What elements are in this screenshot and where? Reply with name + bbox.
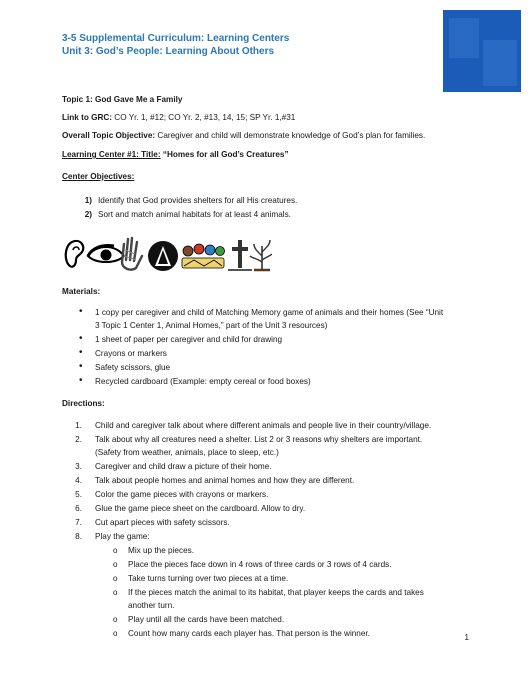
document-header bbox=[62, 32, 289, 58]
grc-link-text: CO Yr. 1, #12; CO Yr. 2, #13, 14, 15; SP Yr. 1,#31 bbox=[112, 113, 296, 122]
topic-objective-text: Caregiver and child will demonstrate knowledge of God’s plan for families. bbox=[155, 131, 426, 140]
center-title-label: Learning Center #1: Title: bbox=[62, 150, 161, 159]
center-title-line bbox=[62, 149, 289, 161]
document-page: 3-5 Supplemental Curriculum: Learning Centers Unit 3: God’s People: Learning About Others Topic 1: God Gave Me a Family Link to GRC: CO Yr. 1, #12; CO Yr. 2, #13, 14, 15; SP Yr. 1,#31 Overall Topic Objective: Caregiver and child will demonstrate knowledge of God’s plan for families. Learning Center #1: Title: “Homes for all God’s Creatures” Center Objectives: 1) Identify that God provides shelters for all His creatures. 2) Sort and match animal habitats for at least 4 animals. Materials: • 1 copy per caregiver and child of Matching Memory game of animals and their homes (See “Unit 3 Topic 1 Center 1, Animal Homes,” part of the Unit 3 resources) • 1 sheet of paper per caregiver and child for drawing • Crayons or markers • Safety scissors, glue • Recycled cardboard (Example: empty cereal or food boxes) Directions: 1. Child and caregiver talk about where different animals and people live in their country/village. 2. Talk about why all creatures need a shelter. List 2 or 3 reasons why shelters are important. (Safety from weather, animals, place to sleep, etc.) 3. Caregiver and child draw a picture of their home. 4. Talk about people homes and animal homes and how they are different. 5. Color the game pieces with crayons or markers. 6. Glue the game piece sheet on the cardboard. Allow to dry. 7. Cut apart pieces with safety scissors. 8. Play the game: o Mix up the pieces. o Place the pieces face down in 4 rows of three cards or 3 rows of 4 cards. o Take turns turning over two pieces at a time. o If the pieces match the animal to its habitat, that player keeps the cards and takes another turn. o Play until all the cards have been matched. o Count how many cards each player has. That person is the winner. 1 bbox=[0, 0, 532, 688]
topic-title: Topic 1: God Gave Me a Family bbox=[62, 95, 183, 104]
topic-objective-label: Overall Topic Objective: bbox=[62, 131, 156, 140]
page-number: 1 bbox=[464, 633, 469, 642]
center-title-text: “Homes for all God’s Creatures” bbox=[160, 150, 289, 159]
ear-icon bbox=[66, 241, 84, 267]
directions-heading: Directions: bbox=[62, 399, 105, 408]
eye-icon bbox=[88, 245, 124, 262]
hand-icon bbox=[122, 238, 142, 270]
decorative-blue-block bbox=[443, 10, 521, 92]
learning-style-icons bbox=[62, 236, 272, 274]
header-line-2: Unit 3: God’s People: Learning About Others bbox=[62, 46, 275, 57]
materials-heading: Materials: bbox=[62, 287, 101, 296]
header-line-1: 3-5 Supplemental Curriculum: Learning Centers bbox=[62, 33, 290, 44]
cross-icon bbox=[228, 240, 252, 270]
topic-objective-line bbox=[62, 130, 425, 142]
praying-hands-icon bbox=[148, 241, 178, 271]
grc-link-line bbox=[62, 112, 295, 124]
center-objectives-heading: Center Objectives: bbox=[62, 172, 135, 181]
grc-link-label: Link to GRC: bbox=[62, 113, 113, 122]
sprout-icon bbox=[250, 240, 272, 270]
children-reading-icon bbox=[182, 244, 225, 268]
